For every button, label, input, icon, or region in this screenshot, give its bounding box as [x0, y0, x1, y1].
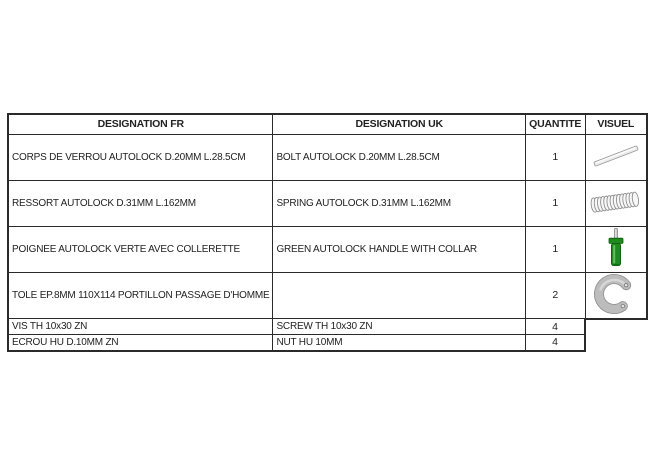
header-designation-fr: DESIGNATION FR	[8, 114, 273, 134]
table-row	[8, 134, 647, 180]
horseshoe-plate-image	[586, 273, 646, 315]
cell-designation-uk	[273, 272, 525, 319]
cell-visual	[585, 226, 647, 272]
table-header-row	[8, 114, 647, 134]
cell-quantity: 1	[525, 134, 585, 180]
bolt-rod-image	[586, 135, 646, 177]
header-visual: VISUEL	[585, 114, 647, 134]
cell-quantity: 1	[525, 180, 585, 226]
cell-designation-fr: CORPS DE VERROU AUTOLOCK D.20MM L.28.5CM	[8, 134, 273, 180]
parts-table	[7, 113, 648, 352]
table-row	[8, 272, 647, 319]
cell-designation-uk: SPRING AUTOLOCK D.31MM L.162MM	[273, 180, 525, 226]
table-body	[8, 134, 647, 351]
cell-designation-fr: RESSORT AUTOLOCK D.31MM L.162MM	[8, 180, 273, 226]
cell-designation-fr: POIGNEE AUTOLOCK VERTE AVEC COLLERETTE	[8, 226, 273, 272]
cell-designation-fr: ECROU HU D.10MM ZN	[8, 335, 273, 351]
cell-designation-fr: VIS TH 10x30 ZN	[8, 319, 273, 335]
green-handle-image	[586, 227, 646, 269]
cell-quantity: 1	[525, 226, 585, 272]
spring-image	[586, 181, 646, 223]
header-quantity: QUANTITE	[525, 114, 585, 134]
cell-designation-uk: SCREW TH 10x30 ZN	[273, 319, 525, 335]
table-row	[8, 335, 647, 351]
table-row	[8, 319, 647, 335]
cell-designation-fr: TOLE EP.8MM 110X114 PORTILLON PASSAGE D'HOMME	[8, 272, 273, 319]
cell-designation-uk: GREEN AUTOLOCK HANDLE WITH COLLAR	[273, 226, 525, 272]
cell-designation-uk: BOLT AUTOLOCK D.20MM L.28.5CM	[273, 134, 525, 180]
cell-quantity: 2	[525, 272, 585, 319]
cell-visual	[585, 180, 647, 226]
cell-quantity: 4	[525, 335, 585, 351]
cell-visual	[585, 134, 647, 180]
header-designation-uk: DESIGNATION UK	[273, 114, 525, 134]
cell-visual	[585, 272, 647, 319]
cell-designation-uk: NUT HU 10MM	[273, 335, 525, 351]
table-row	[8, 180, 647, 226]
table-row	[8, 226, 647, 272]
cell-quantity: 4	[525, 319, 585, 335]
